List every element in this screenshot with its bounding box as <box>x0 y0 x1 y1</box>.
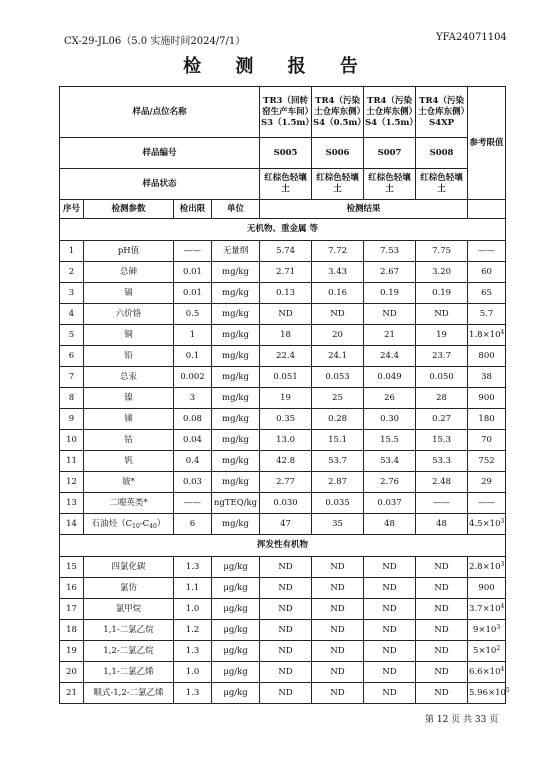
result-cell: 53.3 <box>416 451 468 472</box>
result-cell: 35 <box>312 514 364 535</box>
seq-cell: 19 <box>60 641 84 662</box>
lod-cell: 0.1 <box>174 346 212 367</box>
result-cell: 0.35 <box>260 409 312 430</box>
table-row <box>60 283 506 304</box>
param-cell: 镉 <box>84 283 174 304</box>
result-cell: —— <box>416 493 468 514</box>
ref-base: 6.6×10 <box>469 666 501 677</box>
ref-base: —— <box>478 497 496 508</box>
lod-cell: 0.002 <box>174 367 212 388</box>
ref-exponent: 2 <box>496 644 501 652</box>
param-cell: 顺式-1,2-二氯乙烯 <box>84 683 174 704</box>
param-part: ） <box>156 518 166 529</box>
ref-base: 800 <box>478 350 495 361</box>
table-row <box>60 599 506 620</box>
result-cell: ND <box>364 557 416 578</box>
result-cell: ND <box>312 620 364 641</box>
param-cell: 铍* <box>84 472 174 493</box>
result-cell: 5.74 <box>260 241 312 262</box>
result-cell: 19 <box>260 388 312 409</box>
result-cell: ND <box>312 304 364 325</box>
table-row <box>60 388 506 409</box>
result-cell: 47 <box>260 514 312 535</box>
lod-cell: —— <box>174 493 212 514</box>
unit-cell: mg/kg <box>212 346 260 367</box>
sample-name-label: 样品/点位名称 <box>60 87 260 138</box>
ref-limit-cell <box>468 367 506 388</box>
result-cell: 2.48 <box>416 472 468 493</box>
seq-cell: 12 <box>60 472 84 493</box>
result-cell: ND <box>364 641 416 662</box>
ref-base: 2.8×10 <box>469 561 501 572</box>
param-cell: 1,2-二氯乙烷 <box>84 641 174 662</box>
lod-cell: 1 <box>174 325 212 346</box>
table-row <box>60 662 506 683</box>
ref-limit-cell <box>468 409 506 430</box>
unit-cell: μg/kg <box>212 662 260 683</box>
table-row <box>60 241 506 262</box>
result-cell: 15.5 <box>364 430 416 451</box>
param-cell: 1,1-二氯乙烯 <box>84 662 174 683</box>
param-cell: 六价铬 <box>84 304 174 325</box>
report-number: YFA24071104 <box>436 32 507 43</box>
result-cell: 0.19 <box>416 283 468 304</box>
ref-limit-cell <box>468 262 506 283</box>
ref-limit-cell <box>468 620 506 641</box>
result-cell: ND <box>312 557 364 578</box>
table-row <box>60 472 506 493</box>
sample-state: 红棕色轻壤土 <box>416 169 468 200</box>
result-cell: ND <box>416 557 468 578</box>
seq-cell: 5 <box>60 325 84 346</box>
section-title: 挥发性有机物 <box>60 535 506 557</box>
result-cell: ND <box>416 304 468 325</box>
ref-limit-cell <box>468 241 506 262</box>
seq-cell: 10 <box>60 430 84 451</box>
result-cell: ND <box>364 304 416 325</box>
ref-base: 60 <box>481 266 492 277</box>
result-cell: 2.67 <box>364 262 416 283</box>
sample-no: S005 <box>260 138 312 169</box>
lod-cell: 0.04 <box>174 430 212 451</box>
result-cell: 2.76 <box>364 472 416 493</box>
result-cell: ND <box>364 683 416 704</box>
seq-cell: 9 <box>60 409 84 430</box>
seq-cell: 16 <box>60 578 84 599</box>
result-cell: 7.75 <box>416 241 468 262</box>
result-cell: 18 <box>260 325 312 346</box>
result-cell: ND <box>260 578 312 599</box>
result-cell: 22.4 <box>260 346 312 367</box>
seq-cell: 13 <box>60 493 84 514</box>
ref-exponent: 4 <box>500 602 505 610</box>
ref-limit-cell <box>468 662 506 683</box>
result-cell: 0.035 <box>312 493 364 514</box>
table-row <box>60 304 506 325</box>
table-row <box>60 578 506 599</box>
sample-no: S006 <box>312 138 364 169</box>
report-title: 检 测 报 告 <box>183 56 372 77</box>
sample-name: TR4（污染土仓库东侧）S4XP <box>416 87 468 138</box>
table-row <box>60 409 506 430</box>
lod-cell: 1.0 <box>174 599 212 620</box>
ref-base: 5.96×10 <box>469 687 506 698</box>
result-cell: ND <box>312 599 364 620</box>
result-cell: 0.049 <box>364 367 416 388</box>
unit-cell: 无量纲 <box>212 241 260 262</box>
sample-state-label: 样品状态 <box>60 169 260 200</box>
table-row <box>60 493 506 514</box>
ref-limit-cell <box>468 578 506 599</box>
table-row <box>60 557 506 578</box>
ref-exponent: 5 <box>505 686 510 694</box>
sample-name: TR4（污染土仓库东侧）S4（1.5m） <box>364 87 416 138</box>
ref-limit-header: 参考限值 <box>468 87 506 200</box>
result-cell: 48 <box>416 514 468 535</box>
result-cell: ND <box>416 578 468 599</box>
result-cell: 2.77 <box>260 472 312 493</box>
result-cell: 28 <box>416 388 468 409</box>
unit-cell: mg/kg <box>212 451 260 472</box>
sample-name: TR4（污染土仓库东侧）S4（0.5m） <box>312 87 364 138</box>
result-cell: 0.053 <box>312 367 364 388</box>
result-cell: 53.7 <box>312 451 364 472</box>
param-cell: 铜 <box>84 325 174 346</box>
ref-exponent: 3 <box>500 560 505 568</box>
unit-cell: mg/kg <box>212 409 260 430</box>
seq-cell: 17 <box>60 599 84 620</box>
sample-no: S007 <box>364 138 416 169</box>
lod-cell: 0.4 <box>174 451 212 472</box>
seq-cell: 7 <box>60 367 84 388</box>
ref-exponent: 3 <box>496 623 501 631</box>
seq-cell: 15 <box>60 557 84 578</box>
unit-cell: mg/kg <box>212 472 260 493</box>
lod-cell: —— <box>174 241 212 262</box>
param-part: 40 <box>149 522 157 530</box>
table-row <box>60 620 506 641</box>
result-cell: 53.4 <box>364 451 416 472</box>
ref-base: 180 <box>478 413 495 424</box>
sample-state: 红棕色轻壤土 <box>364 169 416 200</box>
result-cell: 7.72 <box>312 241 364 262</box>
param-cell: 二噁英类* <box>84 493 174 514</box>
ref-base: 5.7 <box>479 308 494 319</box>
param-cell: 钒 <box>84 451 174 472</box>
result-cell: 0.28 <box>312 409 364 430</box>
param-cell: 1,1-二氯乙烷 <box>84 620 174 641</box>
table-row <box>60 325 506 346</box>
result-cell: ND <box>312 641 364 662</box>
table-row <box>60 346 506 367</box>
result-cell: ND <box>260 641 312 662</box>
unit-cell: ngTEQ/kg <box>212 493 260 514</box>
ref-base: 65 <box>481 287 492 298</box>
result-cell: 23.7 <box>416 346 468 367</box>
ref-limit-cell <box>468 514 506 535</box>
lod-cell: 6 <box>174 514 212 535</box>
table-row <box>60 451 506 472</box>
result-cell: 19 <box>416 325 468 346</box>
result-cell: 0.27 <box>416 409 468 430</box>
seq-cell: 1 <box>60 241 84 262</box>
lod-cell: 0.08 <box>174 409 212 430</box>
result-cell: ND <box>312 683 364 704</box>
param-cell: 铅 <box>84 346 174 367</box>
section-row <box>60 535 506 557</box>
col-param: 检测参数 <box>84 200 174 219</box>
result-cell: 15.1 <box>312 430 364 451</box>
ref-exponent: 4 <box>500 665 505 673</box>
param-cell: 氯甲烷 <box>84 599 174 620</box>
col-ref-blank <box>468 200 506 219</box>
seq-cell: 14 <box>60 514 84 535</box>
result-cell: ND <box>260 683 312 704</box>
param-cell: 总砷 <box>84 262 174 283</box>
param-cell: pH值 <box>84 241 174 262</box>
ref-limit-cell <box>468 430 506 451</box>
result-cell: 24.1 <box>312 346 364 367</box>
sample-no-label: 样品编号 <box>60 138 260 169</box>
ref-limit-cell <box>468 472 506 493</box>
unit-cell: μg/kg <box>212 641 260 662</box>
section-row <box>60 219 506 241</box>
col-limit: 检出限 <box>174 200 212 219</box>
unit-cell: mg/kg <box>212 325 260 346</box>
unit-cell: μg/kg <box>212 683 260 704</box>
ref-limit-cell <box>468 451 506 472</box>
seq-cell: 6 <box>60 346 84 367</box>
ref-base: 70 <box>481 434 492 445</box>
unit-cell: μg/kg <box>212 578 260 599</box>
result-cell: ND <box>364 578 416 599</box>
ref-base: 29 <box>481 476 492 487</box>
result-cell: 0.050 <box>416 367 468 388</box>
result-cell: 0.13 <box>260 283 312 304</box>
result-cell: 15.3 <box>416 430 468 451</box>
result-cell: 0.051 <box>260 367 312 388</box>
document-code: CX-29-JL06（5.0 实施时间2024/7/1） <box>64 36 246 47</box>
result-cell: ND <box>260 304 312 325</box>
ref-base: 900 <box>478 582 495 593</box>
param-cell: 镍 <box>84 388 174 409</box>
ref-limit-cell <box>468 683 510 704</box>
result-cell: ND <box>260 599 312 620</box>
lod-cell: 0.03 <box>174 472 212 493</box>
param-cell: 氯仿 <box>84 578 174 599</box>
seq-cell: 21 <box>60 683 84 704</box>
ref-limit-cell <box>468 388 506 409</box>
lod-cell: 0.01 <box>174 283 212 304</box>
result-cell: 2.87 <box>312 472 364 493</box>
ref-limit-cell <box>468 599 506 620</box>
seq-cell: 8 <box>60 388 84 409</box>
param-cell <box>84 514 174 535</box>
lod-cell: 1.0 <box>174 662 212 683</box>
result-cell: 3.43 <box>312 262 364 283</box>
result-cell: 0.030 <box>260 493 312 514</box>
param-cell: 锑 <box>84 409 174 430</box>
ref-limit-cell <box>468 346 506 367</box>
param-cell: 总汞 <box>84 367 174 388</box>
ref-limit-cell <box>468 325 506 346</box>
lod-cell: 1.1 <box>174 578 212 599</box>
result-cell: 26 <box>364 388 416 409</box>
result-cell: 0.19 <box>364 283 416 304</box>
param-cell: 四氯化碳 <box>84 557 174 578</box>
ref-limit-cell <box>468 283 506 304</box>
result-cell: ND <box>364 662 416 683</box>
lod-cell: 0.5 <box>174 304 212 325</box>
ref-base: 752 <box>478 455 495 466</box>
param-part: 石油烃（C <box>91 518 133 529</box>
result-cell: 0.037 <box>364 493 416 514</box>
lod-cell: 1.3 <box>174 641 212 662</box>
result-cell: 25 <box>312 388 364 409</box>
ref-limit-cell <box>468 304 506 325</box>
ref-limit-cell <box>468 557 506 578</box>
table-row <box>60 641 506 662</box>
sample-state: 红棕色轻壤土 <box>260 169 312 200</box>
result-cell: ND <box>260 557 312 578</box>
ref-limit-cell <box>468 493 506 514</box>
result-cell: ND <box>416 662 468 683</box>
unit-cell: μg/kg <box>212 557 260 578</box>
result-cell: 13.0 <box>260 430 312 451</box>
result-cell: ND <box>416 683 468 704</box>
result-cell: 3.20 <box>416 262 468 283</box>
unit-cell: mg/kg <box>212 514 260 535</box>
result-cell: ND <box>416 620 468 641</box>
table-row <box>60 683 506 704</box>
result-cell: ND <box>416 599 468 620</box>
ref-base: —— <box>478 245 496 256</box>
unit-cell: mg/kg <box>212 430 260 451</box>
ref-base: 4.5×10 <box>469 518 501 529</box>
table-row <box>60 514 506 535</box>
param-part: -C <box>139 518 150 529</box>
result-cell: ND <box>312 662 364 683</box>
sample-state: 红棕色轻壤土 <box>312 169 364 200</box>
ref-exponent: 4 <box>500 328 505 336</box>
seq-cell: 2 <box>60 262 84 283</box>
lod-cell: 3 <box>174 388 212 409</box>
unit-cell: mg/kg <box>212 367 260 388</box>
ref-base: 38 <box>481 371 492 382</box>
page-number: 第 12 页 共 33 页 <box>425 715 499 725</box>
table-row <box>60 430 506 451</box>
unit-cell: mg/kg <box>212 283 260 304</box>
lod-cell: 1.3 <box>174 683 212 704</box>
result-cell: 7.53 <box>364 241 416 262</box>
seq-cell: 11 <box>60 451 84 472</box>
unit-cell: mg/kg <box>212 388 260 409</box>
unit-cell: μg/kg <box>212 599 260 620</box>
seq-cell: 4 <box>60 304 84 325</box>
results-table <box>59 86 510 704</box>
unit-cell: mg/kg <box>212 304 260 325</box>
result-cell: 0.16 <box>312 283 364 304</box>
ref-exponent: 3 <box>500 517 505 525</box>
ref-base: 3.7×10 <box>469 603 501 614</box>
ref-base: 900 <box>478 392 495 403</box>
result-cell: ND <box>312 578 364 599</box>
param-part: 10 <box>132 522 140 530</box>
lod-cell: 1.3 <box>174 557 212 578</box>
result-cell: 42.8 <box>260 451 312 472</box>
ref-base: 1.8×10 <box>469 329 501 340</box>
result-cell: 0.30 <box>364 409 416 430</box>
sample-no: S008 <box>416 138 468 169</box>
unit-cell: μg/kg <box>212 620 260 641</box>
result-cell: ND <box>260 620 312 641</box>
result-cell: 2.71 <box>260 262 312 283</box>
ref-limit-cell <box>468 641 506 662</box>
result-cell: ND <box>364 599 416 620</box>
result-cell: 20 <box>312 325 364 346</box>
param-cell: 钴 <box>84 430 174 451</box>
result-cell: 21 <box>364 325 416 346</box>
table-row <box>60 367 506 388</box>
result-cell: 24.4 <box>364 346 416 367</box>
ref-base: 5×10 <box>472 645 497 656</box>
unit-cell: mg/kg <box>212 262 260 283</box>
result-cell: 48 <box>364 514 416 535</box>
col-result: 检测结果 <box>260 200 468 219</box>
lod-cell: 1.2 <box>174 620 212 641</box>
sample-name: TR3（回转窑生产车间）S3（1.5m） <box>260 87 312 138</box>
result-cell: ND <box>260 662 312 683</box>
col-seq: 序号 <box>60 200 84 219</box>
col-unit: 单位 <box>212 200 260 219</box>
section-title: 无机物、重金属 等 <box>60 219 506 241</box>
result-cell: ND <box>416 641 468 662</box>
ref-base: 9×10 <box>472 624 497 635</box>
seq-cell: 18 <box>60 620 84 641</box>
lod-cell: 0.01 <box>174 262 212 283</box>
result-cell: ND <box>364 620 416 641</box>
table-row <box>60 262 506 283</box>
seq-cell: 20 <box>60 662 84 683</box>
seq-cell: 3 <box>60 283 84 304</box>
